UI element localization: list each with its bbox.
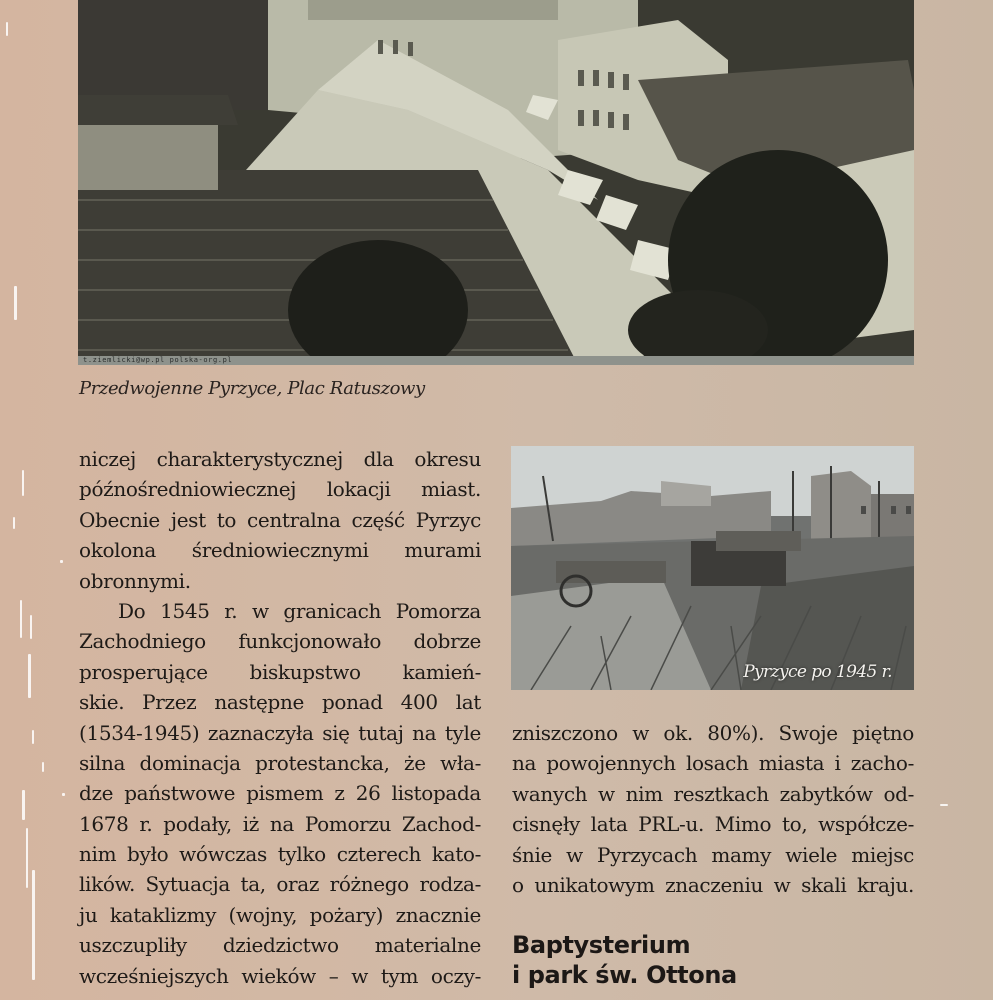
text-line: Zachodniego funkcjonowało dobrze (79, 629, 481, 654)
section-heading-line: i park św. Ottona (512, 961, 737, 989)
photo-credit: t.ziemlicki@wp.pl polska-org.pl (78, 356, 914, 365)
prewar-photo-image (78, 0, 914, 365)
text-line: późnośredniowiecznej lokacji miast. (79, 477, 481, 502)
text-line: wanych w nim resztkach zabytków od- (512, 781, 914, 806)
text-line: prosperujące biskupstwo kamień- (79, 659, 481, 684)
text-line: niczej charakterystycznej dla okresu (79, 447, 481, 471)
text-line: skie. Przez następne ponad 400 lat (79, 690, 481, 715)
text-line: śnie w Pyrzycach mamy wiele miejsc (512, 842, 914, 867)
text-line: wcześniejszych wieków – w tym oczy- (79, 963, 481, 988)
prewar-photo-caption: Przedwojenne Pyrzyce, Plac Ratuszowy (79, 378, 425, 399)
section-heading (512, 930, 737, 990)
text-line: na powojennych losach miasta i zacho- (512, 751, 914, 776)
text-line: nim było wówczas tylko czterech kato- (79, 842, 481, 867)
text-line: zniszczono w ok. 80%). Swoje piętno (512, 721, 914, 745)
article-text-left-column (79, 444, 481, 991)
text-line: 1678 r. podały, iż na Pomorzu Zachod- (79, 811, 481, 836)
text-line: cisnęły lata PRL-u. Mimo to, współcze- (512, 812, 914, 837)
text-line: uszczupliły dziedzictwo materialne (79, 933, 481, 958)
postwar-ruins-photo (511, 446, 914, 690)
text-line: (1534-1945) zaznaczyła się tutaj na tyle (79, 720, 481, 745)
postwar-photo-caption: Pyrzyce po 1945 r. (743, 662, 892, 682)
text-line: Obecnie jest to centralna część Pyrzyc (79, 507, 481, 532)
text-line: obronnymi. (79, 568, 191, 593)
paragraph-start-line: Do 1545 r. w granicach Pomorza (118, 598, 481, 623)
text-line: dze państwowe pismem z 26 listopada (79, 781, 481, 806)
text-line: o unikatowym znaczeniu w skali kraju. (512, 872, 914, 897)
text-line: lików. Sytuacja ta, oraz różnego rodza- (79, 872, 481, 897)
section-heading-line: Baptysterium (512, 931, 691, 959)
prewar-town-square-photo (78, 0, 914, 365)
text-line: okolona średniowiecznymi murami (79, 538, 481, 563)
text-line: silna dominacja protestancka, że wła- (79, 750, 481, 775)
article-text-right-column (512, 718, 914, 900)
postwar-photo-image (511, 446, 914, 690)
text-line: ju kataklizmy (wojny, pożary) znacznie (79, 902, 481, 927)
